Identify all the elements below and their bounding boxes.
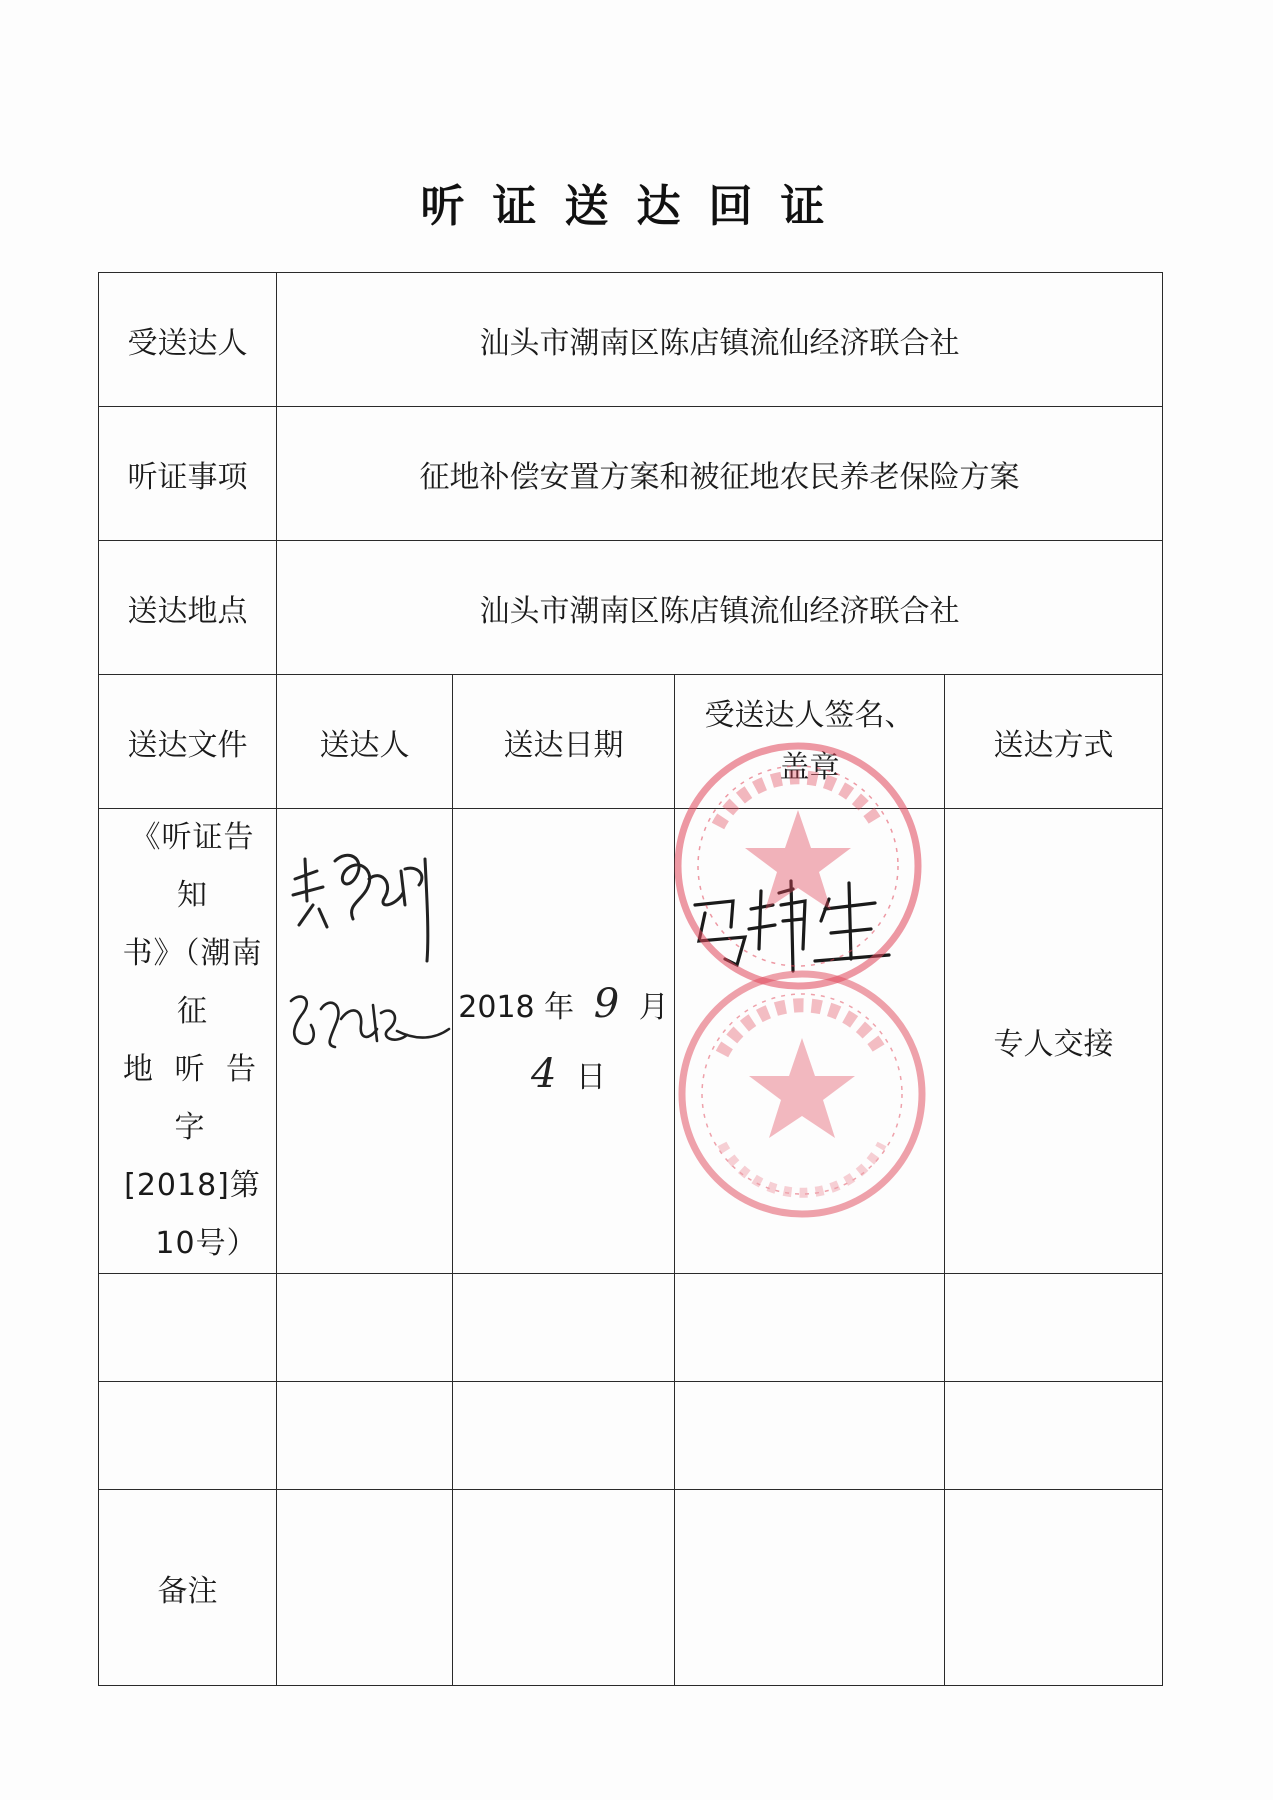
file-line: 书》（潮南征 — [122, 936, 263, 1029]
signature-header-line2: 盖章 — [779, 749, 840, 785]
recipient-label: 受送达人 — [99, 273, 277, 407]
date-column-header: 送达日期 — [453, 675, 675, 809]
notes-cell — [277, 1490, 453, 1686]
server-signatures-image — [277, 809, 453, 1117]
empty-cell — [277, 1274, 453, 1382]
matter-row — [99, 407, 1163, 541]
recipient-value: 汕头市潮南区陈店镇流仙经济联合社 — [277, 273, 1163, 407]
empty-cell — [99, 1274, 277, 1382]
file-line: 地 听 告 字 — [122, 1052, 263, 1145]
notes-cell — [945, 1490, 1163, 1686]
recipient-signature — [695, 881, 889, 971]
delivery-receipt-table — [98, 272, 1163, 1686]
column-header-row — [99, 675, 1163, 809]
file-column-header: 送达文件 — [99, 675, 277, 809]
entry-signature-cell — [675, 809, 945, 1274]
file-line: 《听证告知 — [130, 820, 255, 913]
empty-cell — [453, 1274, 675, 1382]
entry-date-cell — [453, 809, 675, 1274]
date-year: 2018 年 — [458, 990, 575, 1025]
signature-column-header — [675, 675, 945, 809]
empty-cell — [277, 1382, 453, 1490]
recipient-row — [99, 273, 1163, 407]
notes-label: 备注 — [99, 1490, 277, 1686]
signature-header-line1: 受送达人签名、 — [704, 697, 915, 733]
empty-cell — [99, 1382, 277, 1490]
notes-cell — [675, 1490, 945, 1686]
entry-method-cell: 专人交接 — [945, 809, 1163, 1274]
empty-row — [99, 1274, 1163, 1382]
entry-row — [99, 809, 1163, 1274]
date-line-1 — [453, 971, 674, 1041]
entry-server-cell — [277, 809, 453, 1274]
matter-label: 听证事项 — [99, 407, 277, 541]
notes-row — [99, 1490, 1163, 1686]
page-title: 听证送达回证 — [420, 181, 853, 232]
date-day-unit: 日 — [576, 1060, 606, 1095]
method-column-header: 送达方式 — [945, 675, 1163, 809]
date-day: 4 — [531, 1051, 557, 1097]
server-signature-1 — [293, 855, 428, 961]
location-row — [99, 541, 1163, 675]
notes-cell — [453, 1490, 675, 1686]
date-line-2 — [453, 1041, 674, 1111]
empty-cell — [453, 1382, 675, 1490]
location-label: 送达地点 — [99, 541, 277, 675]
empty-row — [99, 1382, 1163, 1490]
entry-file-cell — [99, 809, 277, 1274]
file-line: [2018]第 — [124, 1168, 261, 1203]
empty-cell — [675, 1274, 945, 1382]
location-value: 汕头市潮南区陈店镇流仙经济联合社 — [277, 541, 1163, 675]
recipient-signature-image — [675, 809, 945, 1117]
matter-value: 征地补偿安置方案和被征地农民养老保险方案 — [277, 407, 1163, 541]
server-signature-2 — [291, 997, 449, 1047]
empty-cell — [945, 1382, 1163, 1490]
date-month: 9 — [593, 981, 620, 1027]
date-month-unit: 月 — [638, 990, 669, 1025]
empty-cell — [945, 1274, 1163, 1382]
server-column-header: 送达人 — [277, 675, 453, 809]
file-line: 10号） — [155, 1226, 258, 1261]
empty-cell — [675, 1382, 945, 1490]
